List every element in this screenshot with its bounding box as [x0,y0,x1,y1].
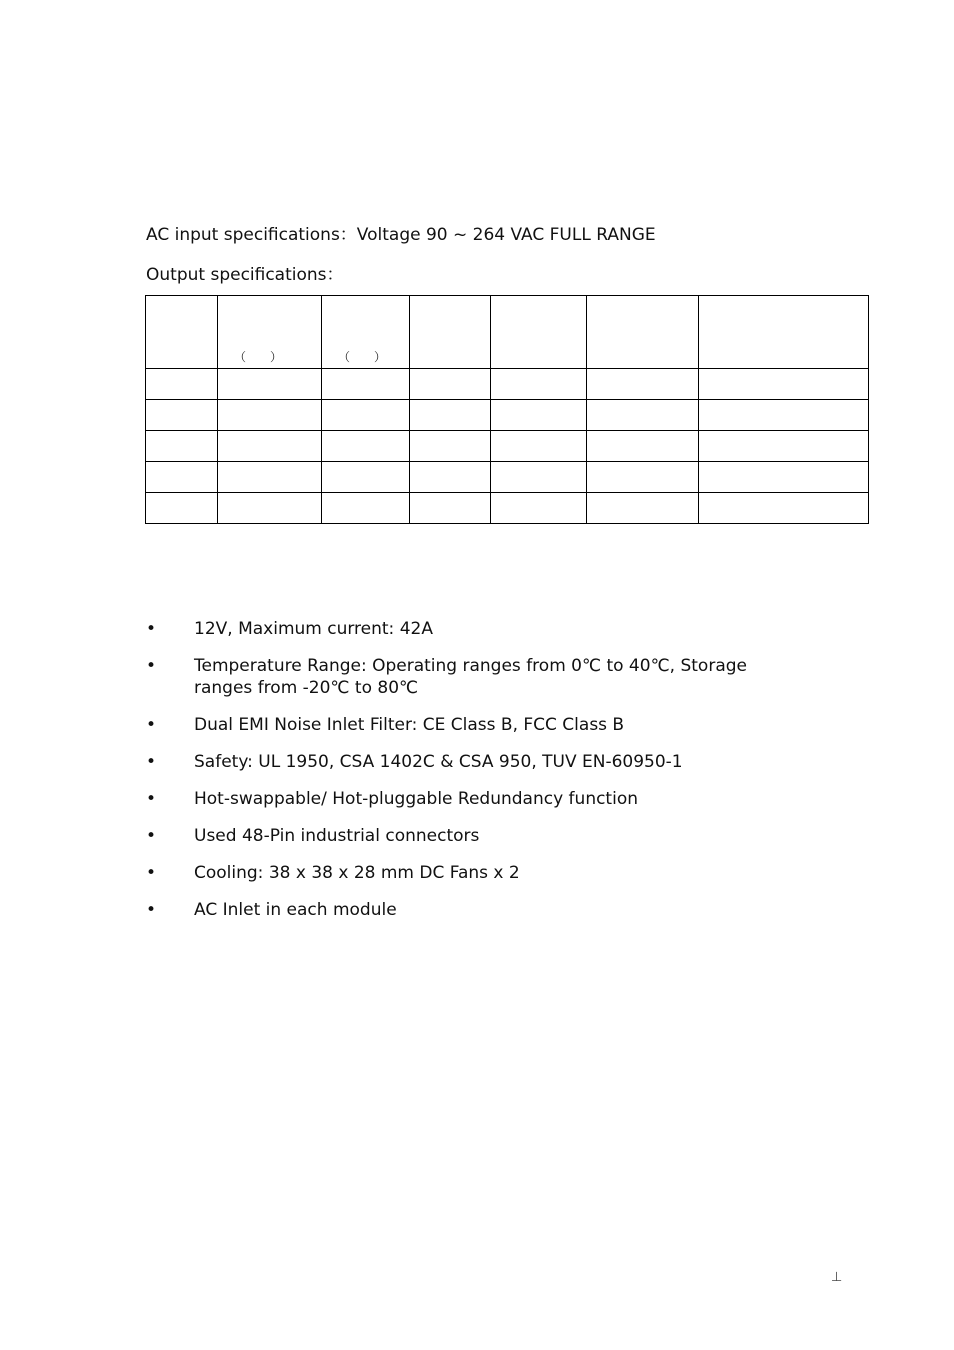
bullet-icon: • [146,789,157,809]
table-cell [491,431,587,462]
table-cell [146,400,218,431]
table-cell [146,493,218,524]
table-cell [218,369,322,400]
table-header-cell [410,296,491,369]
output-spec-table [145,295,869,524]
list-item [146,899,846,921]
table-cell [410,493,491,524]
table-cell [587,369,699,400]
table-cell [699,431,869,462]
list-item [146,825,846,847]
bullet-icon: • [146,826,157,846]
header-paren: （ ） [234,350,283,364]
list-item [146,788,846,810]
output-spec-title: Output specifications： [146,265,344,285]
header-paren: （ ） [338,350,387,364]
table-cell [146,369,218,400]
page-mark: ⊥ [831,1270,843,1285]
table-cell [587,431,699,462]
table-cell [587,400,699,431]
table-header-row [146,296,869,369]
table-cell [587,462,699,493]
table-header-cell [146,296,218,369]
bullet-icon: • [146,752,157,772]
table-row [146,400,869,431]
table-cell [322,493,410,524]
list-item [146,618,846,640]
table-row [146,493,869,524]
feature-list [146,618,846,936]
table-cell [218,400,322,431]
table-cell [410,369,491,400]
table-cell [699,493,869,524]
table-cell [146,431,218,462]
table-cell [491,369,587,400]
bullet-icon: • [146,715,157,735]
table-cell [491,493,587,524]
table-header-cell [218,296,322,369]
ac-input-spec: AC input specifications：Voltage 90 ~ 264 VAC FULL RANGE [146,225,656,245]
table-header-cell [699,296,869,369]
table-cell [218,431,322,462]
list-item [146,714,846,736]
bullet-icon: • [146,900,157,920]
list-item [146,862,846,884]
table-row [146,462,869,493]
table-cell [218,462,322,493]
table-cell [322,369,410,400]
table-cell [410,431,491,462]
bullet-icon: • [146,656,157,676]
bullet-icon: • [146,863,157,883]
table-row [146,369,869,400]
table-row [146,431,869,462]
table-cell [699,462,869,493]
table-cell [699,369,869,400]
table-cell [322,462,410,493]
table-cell [410,400,491,431]
feature-text: Dual EMI Noise Inlet Filter: CE Class B, FCC Class B [194,715,625,735]
feature-text: Hot-swappable/ Hot-pluggable Redundancy function [194,789,639,809]
table-cell [491,400,587,431]
table-header-cell [491,296,587,369]
table-header-cell [322,296,410,369]
table-cell [218,493,322,524]
table-cell [491,462,587,493]
bullet-icon: • [146,619,157,639]
feature-text: Safety: UL 1950, CSA 1402C & CSA 950, TUV EN-60950-1 [194,752,683,772]
table-cell [410,462,491,493]
list-item [146,655,846,699]
table-cell [699,400,869,431]
feature-text: Used 48-Pin industrial connectors [194,826,480,846]
table-cell [322,431,410,462]
table-cell [146,462,218,493]
feature-text: 12V, Maximum current: 42A [194,619,433,639]
table-header-cell [587,296,699,369]
feature-text: Cooling: 38 x 38 x 28 mm DC Fans x 2 [194,863,520,883]
table-cell [587,493,699,524]
feature-text: Temperature Range: Operating ranges from 0℃ to 40℃, Storage ranges from -20℃ to 80℃ [194,656,747,698]
list-item [146,751,846,773]
feature-text: AC Inlet in each module [194,900,397,920]
table-cell [322,400,410,431]
